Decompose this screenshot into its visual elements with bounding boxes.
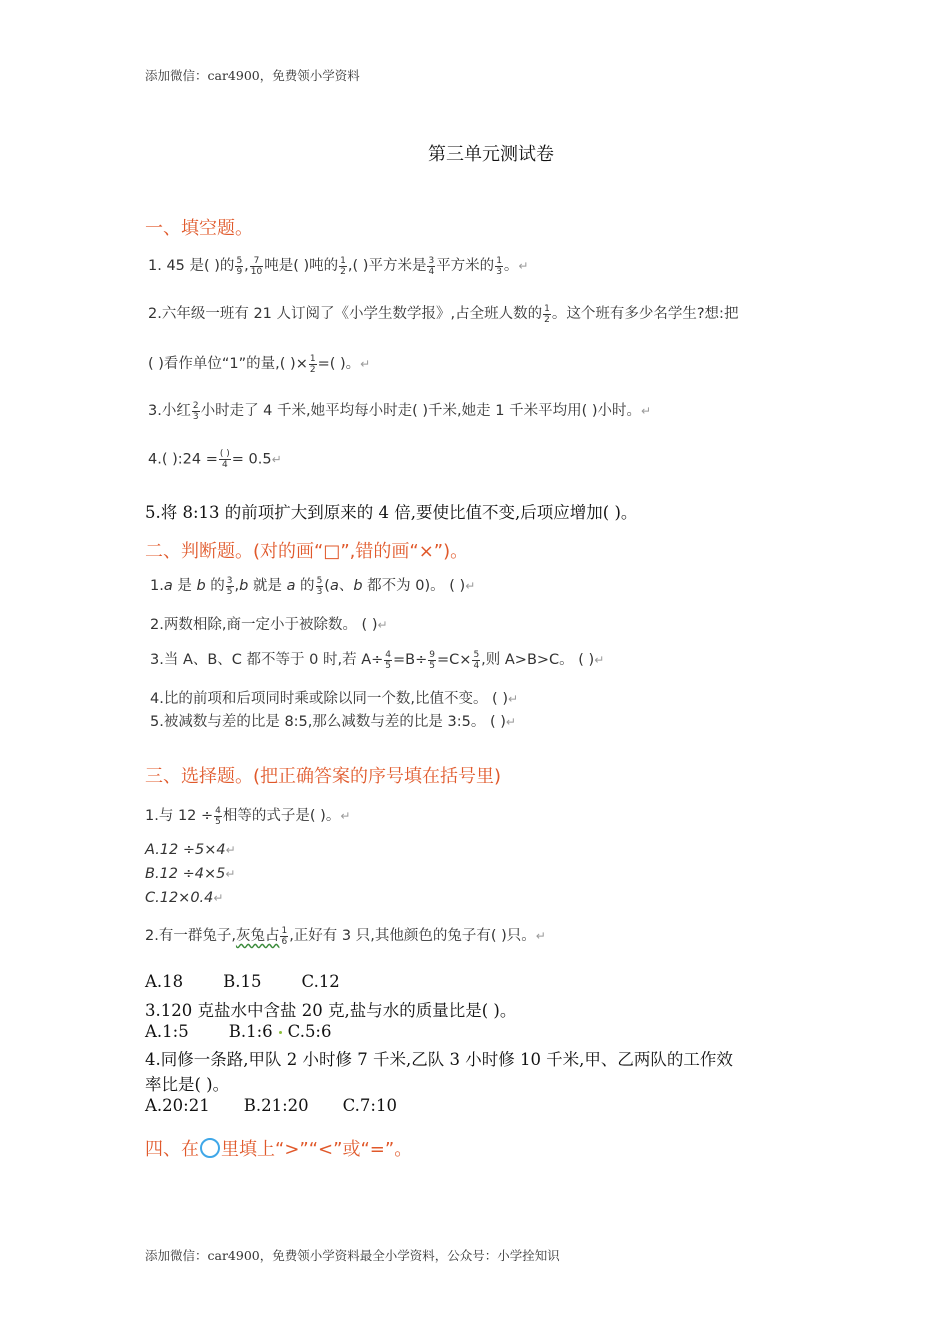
fill-question-2: 2.六年级一班有 21 人订阅了《小学生数学报》,占全班人数的 $\frac{1}{2}$ 。这个班有多少名学生?想:把: [148, 303, 739, 325]
return-mark-icon: ↵: [535, 929, 546, 943]
return-mark-icon: ↵: [594, 653, 605, 667]
return-mark-icon: ↵: [271, 452, 282, 467]
fill-question-1: 1. 45 是( )的 $\frac{5}{9}$ , $\frac{7}{10}$ 吨是( )吨的 $\frac{1}{2}$ ,( )平方米是 $\frac{3}{4}$ 平方米的 $\frac{1}{3}$ 。↵: [148, 255, 529, 277]
option-c: C.12: [301, 972, 340, 991]
choice-question-4: 4.同修一条路,甲队 2 小时修 7 千米,乙队 3 小时修 10 千米,甲、乙两队的工作效: [145, 1050, 733, 1069]
return-mark-icon: ↵: [505, 715, 516, 729]
option-c: C.7:10: [342, 1096, 397, 1115]
judge-question-1: 1.a 是 b 的 $\frac{3}{5}$ ,b 就是 a 的 $\frac{5}{3}$ (a、b 都不为 0)。 ( )↵: [150, 575, 476, 597]
return-mark-icon: ↵: [465, 579, 476, 593]
return-mark-icon: ↵: [225, 843, 236, 857]
option-a: A.1:5: [145, 1022, 189, 1041]
return-mark-icon: ↵: [641, 404, 652, 418]
page-header: 添加微信：car4900，免费领小学资料: [145, 68, 360, 83]
return-mark-icon: ↵: [377, 618, 388, 632]
option-b: B.15: [223, 972, 262, 991]
choice-question-3: 3.120 克盐水中含盐 20 克,盐与水的质量比是( )。: [145, 1001, 517, 1020]
circle-icon: [200, 1138, 220, 1158]
choice-1-option-c: C.12×0.4↵: [145, 890, 224, 906]
choice-2-options: [145, 972, 380, 991]
choice-3-options: [145, 1022, 332, 1041]
fill-question-2-continued: ( )看作单位“1”的量,( )× $\frac{1}{2}$ =( )。↵: [148, 353, 371, 375]
choice-1-option-a: A.12 ÷5×4↵: [145, 842, 236, 858]
option-b: B.21:20: [243, 1096, 309, 1115]
judge-question-2: 2.两数相除,商一定小于被除数。 ( )↵: [150, 617, 388, 633]
option-a: A.20:21: [145, 1096, 210, 1115]
judge-question-4: 4.比的前项和后项同时乘或除以同一个数,比值不变。 ( )↵: [150, 691, 519, 707]
judge-question-5: 5.被减数与差的比是 8:5,那么减数与差的比是 3:5。 ( )↵: [150, 714, 516, 730]
return-mark-icon: ↵: [518, 259, 529, 273]
fill-question-3: 3.小红 $\frac{2}{3}$ 小时走了 4 千米,她平均每小时走( )千米,她走 1 千米平均用( )小时。↵: [148, 400, 652, 422]
return-mark-icon: ↵: [213, 891, 224, 905]
fill-question-5: 5.将 8:13 的前项扩大到原来的 4 倍,要使比值不变,后项应增加( )。: [145, 503, 638, 522]
choice-1-option-b: B.12 ÷4×5↵: [145, 866, 236, 882]
return-mark-icon: ↵: [360, 357, 371, 371]
option-c: C.5:6: [287, 1022, 332, 1041]
fill-question-4: 4.( ):24 = $\frac{( )}{4}$ = 0.5↵: [148, 449, 282, 470]
page-title: 第三单元测试卷: [428, 144, 554, 165]
section-1-heading: 一、填空题。: [145, 218, 253, 239]
section-3-heading: 三、选择题。(把正确答案的序号填在括号里): [145, 766, 502, 787]
section-2-heading: 二、判断题。(对的画“□”,错的画“×”)。: [145, 541, 469, 562]
option-a: A.18: [145, 972, 184, 991]
return-mark-icon: ↵: [507, 692, 519, 706]
page-footer: 添加微信：car4900，免费领小学资料最全小学资料，公众号：小学拴知识: [145, 1248, 560, 1263]
dot-mark: [279, 1031, 282, 1034]
choice-question-2: 2.有一群兔子,灰兔占 $\frac{1}{6}$ ,正好有 3 只,其他颜色的兔子有( )只。↵: [145, 925, 546, 947]
return-mark-icon: ↵: [340, 809, 351, 823]
choice-question-4-continued: 率比是( )。: [145, 1075, 230, 1094]
choice-4-options: [145, 1096, 397, 1115]
return-mark-icon: ↵: [225, 867, 236, 881]
option-b: B.1:6: [228, 1022, 273, 1041]
judge-question-3: 3.当 A、B、C 都不等于 0 时,若 A÷ $\frac{4}{5}$ =B÷ $\frac{9}{5}$ =C× $\frac{5}{4}$ ,则 A>B>C。 ( )↵: [150, 649, 605, 671]
choice-question-1: 1.与 12 ÷ $\frac{4}{5}$ 相等的式子是( )。↵: [145, 805, 351, 827]
section-4-heading: 四、在 里填上“>”“<”或“=”。: [145, 1139, 413, 1160]
